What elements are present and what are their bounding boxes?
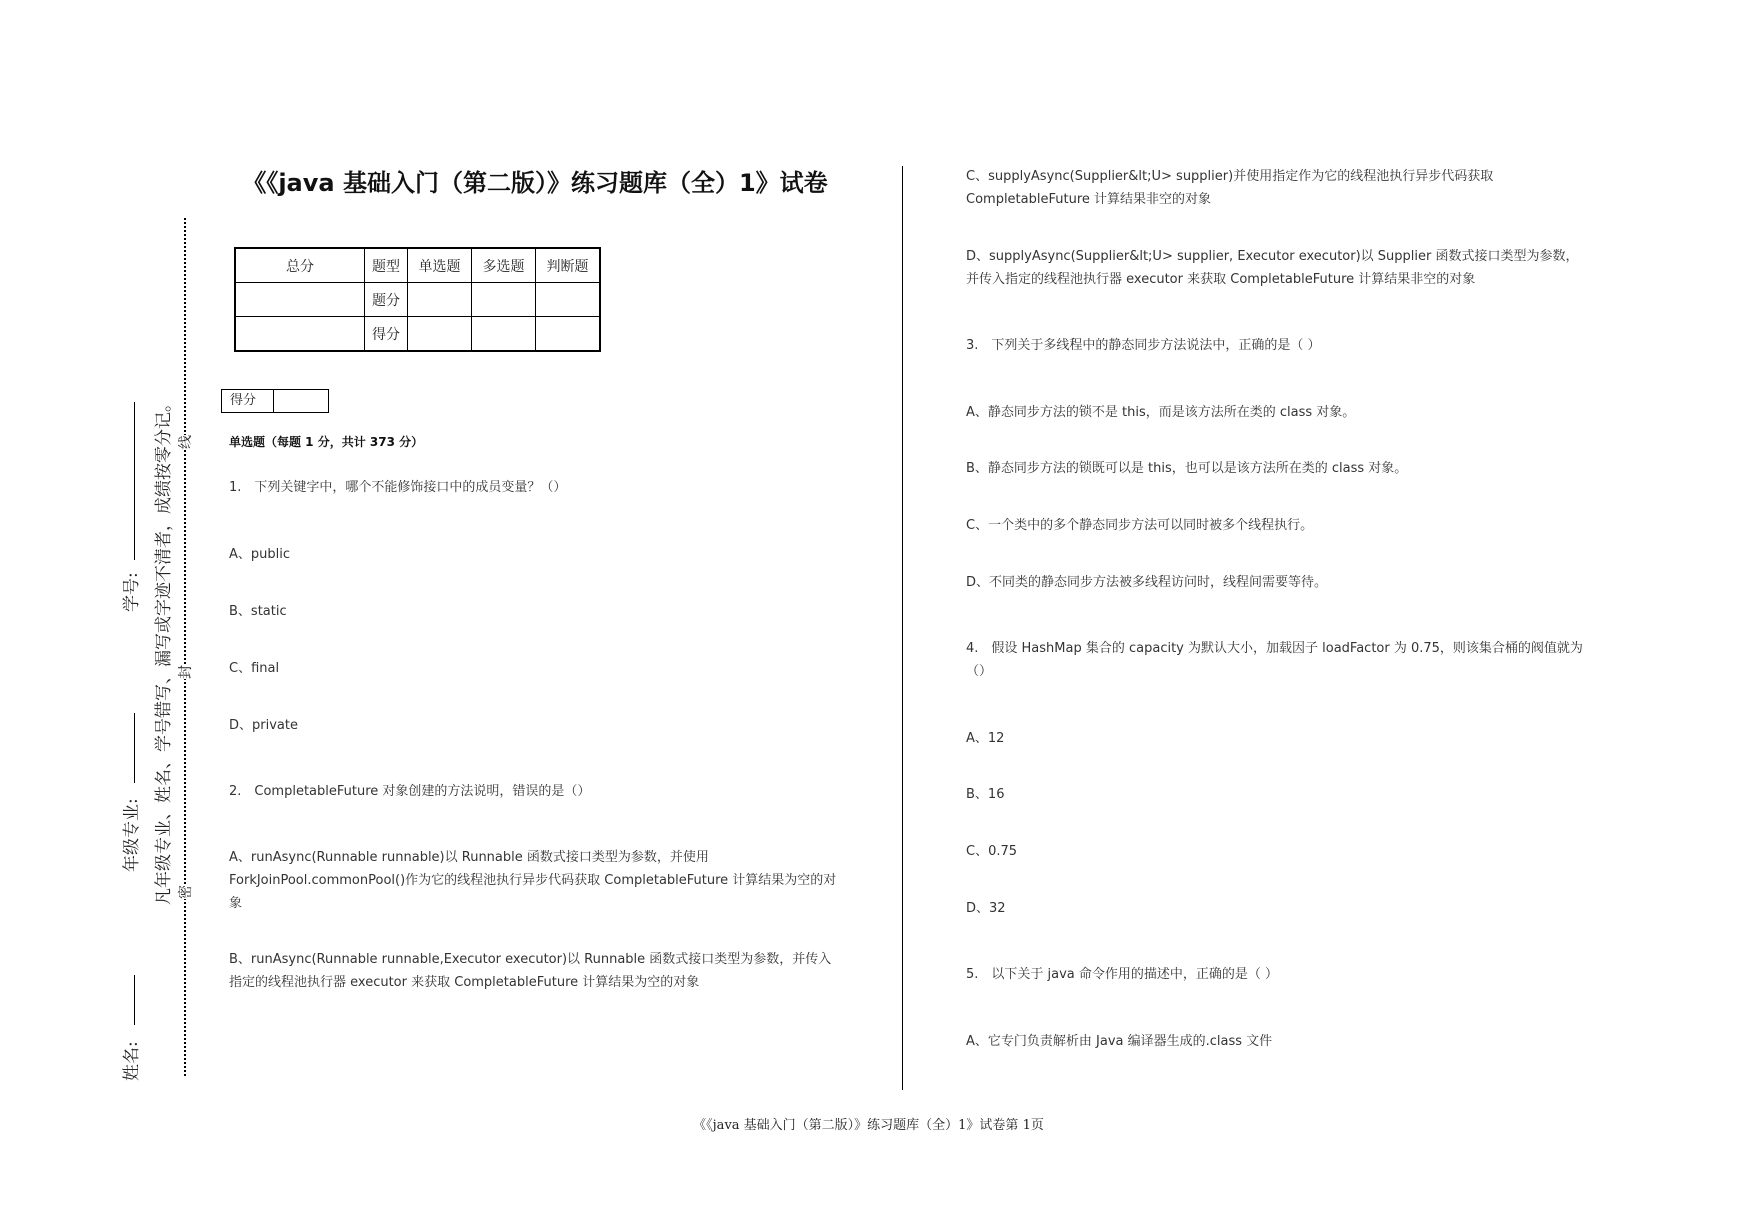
total-cell [235,283,365,317]
page-title: 《《java 基础入门（第二版）》练习题库（全）1》试卷 [242,169,828,197]
seal-char-feng: 封 [173,665,197,679]
score-table-row-points [235,283,600,317]
section-title: 单选题（每题 1 分，共计 373 分） [229,435,424,449]
total-cell [235,317,365,352]
seal-char-xian: 线 [173,435,197,449]
q1-option-a: A、public [229,547,291,562]
header-single: 单选题 [408,248,472,283]
q4-option-d: D、32 [966,901,1006,916]
q4-option-a: A、12 [966,731,1005,746]
q1-option-c: C、final [229,661,280,676]
q4-option-c: C、0.75 [966,844,1018,859]
major-underline [134,713,135,783]
q3-option-b: B、静态同步方法的锁既可以是 this，也可以是该方法所在类的 class 对象。 [966,461,1408,476]
question-1: 1. 下列关键字中，哪个不能修饰接口中的成员变量？（） [229,480,567,495]
cell [472,317,536,352]
q2-option-d: D、supplyAsync(Supplier&lt;U> supplier, Executor executor)以 Supplier 函数式接口类型为参数，并传入指定的线程池执行器 executor 来获取 CompletableFuture 计算结果非空的对象 [966,249,1579,287]
binding-note: 凡年级专业、姓名、学号错写、漏写或字迹不清者，成绩按零分记。 [154,395,174,905]
section-score-value [274,390,328,412]
question-3: 3. 下列关于多线程中的静态同步方法说法中，正确的是（ ） [966,338,1321,353]
row-points-label: 题分 [365,283,408,317]
q3-option-d: D、不同类的静态同步方法被多线程访问时，线程间需要等待。 [966,575,1328,590]
column-divider [902,166,903,1090]
name-underline [134,975,135,1025]
page-footer: 《《java 基础入门（第二版）》练习题库（全）1》试卷第 1页 [693,1118,1044,1133]
cell [408,283,472,317]
score-table [234,247,601,352]
header-type: 题型 [365,248,408,283]
cell [536,283,601,317]
question-5: 5. 以下关于 java 命令作用的描述中，正确的是（ ） [966,967,1279,982]
seal-char-mi: 密 [173,885,197,899]
q3-option-a: A、静态同步方法的锁不是 this，而是该方法所在类的 class 对象。 [966,405,1356,420]
score-table-row-score [235,317,600,352]
section-score-box [221,389,329,413]
q1-option-d: D、private [229,718,298,733]
q3-option-c: C、一个类中的多个静态同步方法可以同时被多个线程执行。 [966,518,1314,533]
cell [472,283,536,317]
q2-option-b: B、runAsync(Runnable runnable,Executor executor)以 Runnable 函数式接口类型为参数，并传入指定的线程池执行器 executor 来获取 CompletableFuture 计算结果为空的对象 [229,952,832,990]
row-score-label: 得分 [365,317,408,352]
major-label: 年级专业: [122,798,142,872]
question-2: 2. CompletableFuture 对象创建的方法说明，错误的是（） [229,784,591,799]
question-4: 4. 假设 HashMap 集合的 capacity 为默认大小，加载因子 loadFactor 为 0.75，则该集合桶的阀值就为（） [966,641,1583,679]
cell [536,317,601,352]
cell [408,317,472,352]
section-score-label: 得分 [222,390,274,412]
name-label: 姓名: [122,1041,142,1081]
header-judge: 判断题 [536,248,601,283]
q2-option-c: C、supplyAsync(Supplier&lt;U> supplier)并使用指定作为它的线程池执行异步代码获取 CompletableFuture 计算结果非空的对象 [966,169,1494,207]
student-id-underline [134,402,135,560]
header-total: 总分 [235,248,365,283]
student-id-label: 学号: [122,572,142,612]
score-table-header-row [235,248,600,283]
header-multi: 多选题 [472,248,536,283]
binding-dotted-line [184,218,186,1076]
q2-option-a: A、runAsync(Runnable runnable)以 Runnable 函数式接口类型为参数，并使用 ForkJoinPool.commonPool()作为它的线程池执行异步代码获取 CompletableFuture 计算结果为空的对象 [229,850,837,911]
q1-option-b: B、static [229,604,287,619]
q4-option-b: B、16 [966,787,1005,802]
q5-option-a: A、它专门负责解析由 Java 编译器生成的.class 文件 [966,1034,1273,1049]
